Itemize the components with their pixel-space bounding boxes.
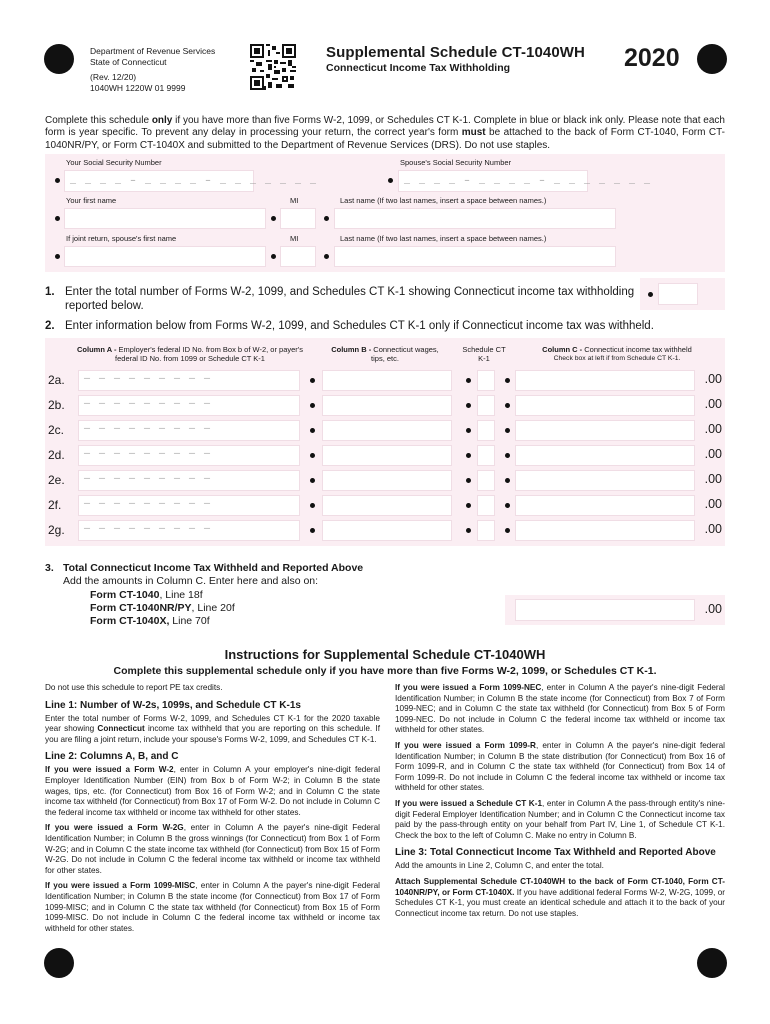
w2g-instr-bold: If you were issued a Form W-2G bbox=[45, 823, 184, 833]
line-3-form3-name: Form CT-1040X, bbox=[90, 615, 170, 627]
line-1 bbox=[45, 285, 635, 313]
w2-instr bbox=[45, 765, 380, 818]
attach-instr bbox=[395, 877, 725, 919]
column-b-input[interactable] bbox=[322, 470, 452, 491]
first-name-input[interactable] bbox=[64, 208, 266, 229]
line-3-title: Total Connecticut Income Tax Withheld and Reported Above bbox=[63, 562, 364, 574]
intro-must: must bbox=[461, 127, 486, 139]
line-3-form2-line: , Line 20f bbox=[191, 602, 235, 614]
column-a-text: Employer's federal ID No. from Box b of W-2, or payer's federal ID No. from 1099 or Schedule CT K-1 bbox=[115, 345, 303, 363]
instructions-subtitle: Complete this supplemental schedule only if you have more than five Forms W-2, 1099, or Schedules CT K-1. bbox=[113, 665, 657, 677]
line-1-instr-pre: Enter the total number of Forms W-2, 1099, and Schedules CT K-1 for the 2020 taxable year showing bbox=[45, 713, 380, 734]
line-2-instr-head: Line 2: Columns A, B, and C bbox=[45, 751, 179, 763]
tax-year: 2020 bbox=[624, 44, 680, 72]
intro-text-2: if you have more than five Forms W-2, 1099, or Schedules CT K-1. Complete in blue or black ink only. Please note that each form is year specific. To prevent any delay in processing your return, the correct year's form bbox=[45, 115, 725, 139]
column-b-text: Connecticut wages, tips, etc. bbox=[371, 345, 439, 363]
k1-checkbox[interactable] bbox=[477, 445, 495, 466]
spouse-first-bullet bbox=[55, 254, 60, 259]
spouse-last-label: Last name (If two last names, insert a space between names.) bbox=[340, 234, 547, 243]
column-a-mask: — — — — — — — — — bbox=[84, 449, 212, 460]
spouse-ssn-bullet bbox=[388, 178, 393, 183]
revision: (Rev. 12/20) bbox=[90, 72, 137, 82]
line-3-form3-line: Line 70f bbox=[169, 615, 210, 627]
last-name-label: Last name (If two last names, insert a space between names.) bbox=[340, 196, 547, 205]
column-c-bullet bbox=[505, 428, 510, 433]
first-name-bullet bbox=[55, 216, 60, 221]
spouse-first-input[interactable] bbox=[64, 246, 266, 267]
row-label: 2e. bbox=[48, 473, 65, 487]
column-a-title: Column A - bbox=[77, 345, 117, 354]
column-a-mask: — — — — — — — — — bbox=[84, 399, 212, 410]
column-a-bullet bbox=[310, 453, 315, 458]
spouse-ssn-label: Spouse's Social Security Number bbox=[400, 158, 512, 167]
line-3-cents: .00 bbox=[704, 602, 722, 616]
column-b-title: Column B - bbox=[331, 345, 372, 354]
state-name: State of Connecticut bbox=[90, 57, 167, 67]
column-a-mask: — — — — — — — — — bbox=[84, 524, 212, 535]
column-c-bullet bbox=[505, 503, 510, 508]
line-3-form1 bbox=[90, 589, 495, 602]
line-3-form2-name: Form CT-1040NR/PY bbox=[90, 602, 192, 614]
line-1-num: 1. bbox=[45, 286, 55, 298]
r-instr-text: , enter in Column A the payer's nine-digit federal Identification Number; in Column B the state distribution (for Connecticut) from Box 16 of Form 1099-R, and in Column C the state tax withheld (for Connecticut) from Box 14 of Form 1099-R. Do not include in Column C the federal income tax withheld or income tax withheld for other states. bbox=[395, 740, 725, 793]
column-b-input[interactable] bbox=[322, 445, 452, 466]
column-b-input[interactable] bbox=[322, 370, 452, 391]
k1-bullet bbox=[466, 478, 471, 483]
line-3-instr: Add the amounts in Line 2, Column C, and enter the total. bbox=[395, 861, 604, 871]
k1-instr-text: , enter in Column A the pass-through entity's nine-digit Federal Employer Identification Number; and in Column C the Connecticut income tax paid by the pass-through entity on your behalf from Part IV, Line 1, of Schedule CT K-1. Check the box to the left of Column C. Make no entry in Column B. bbox=[395, 798, 725, 840]
column-c-title: Column C - bbox=[542, 345, 583, 354]
misc-instr bbox=[45, 881, 380, 934]
w2-instr-text: , enter in Column A your employer's nine-digit federal Employer Identification Number (EIN) from Box b of Form W-2; in Column B the state wages, tips, etc. (for Connecticut) from Box 16 of Form W-2; and in Column C the state income tax withheld (for Connecticut) from Box 17 of Form W-2. Do not include in Column C the federal income tax withheld or income tax withheld for other states. bbox=[45, 765, 381, 817]
registration-mark-top-right bbox=[697, 44, 727, 74]
column-a-bullet bbox=[310, 528, 315, 533]
w2g-instr bbox=[45, 823, 380, 876]
form-code: 1040WH 1220W 01 9999 bbox=[90, 83, 186, 93]
no-pe-note: Do not use this schedule to report PE tax credits. bbox=[45, 683, 223, 692]
nec-instr-bold: If you were issued a Form 1099-NEC bbox=[395, 683, 542, 692]
first-name-label: Your first name bbox=[66, 196, 117, 205]
mi-input[interactable] bbox=[280, 208, 316, 229]
column-c-text: Connecticut income tax withheld bbox=[582, 345, 692, 354]
line-1-instr bbox=[45, 714, 380, 746]
intro-text-1: Complete this schedule bbox=[45, 115, 152, 126]
row-label: 2g. bbox=[48, 523, 65, 537]
dept-name: Department of Revenue Services bbox=[90, 46, 216, 56]
instructions-col-left bbox=[45, 683, 380, 939]
line-1-count-input[interactable] bbox=[658, 283, 698, 305]
registration-mark-top-left bbox=[44, 44, 74, 74]
column-c-bullet bbox=[505, 528, 510, 533]
line-2-text: Enter information below from Forms W-2, 1099, and Schedules CT K-1 only if Connecticut income tax was withheld. bbox=[65, 320, 654, 332]
row-label: 2c. bbox=[48, 423, 65, 437]
column-c-input[interactable] bbox=[515, 495, 695, 516]
line-3-form2 bbox=[90, 602, 495, 615]
instructions-title: Instructions for Supplemental Schedule CT-1040WH bbox=[224, 647, 546, 662]
nec-instr bbox=[395, 683, 725, 736]
k1-bullet bbox=[466, 403, 471, 408]
spouse-mi-input[interactable] bbox=[280, 246, 316, 267]
column-c-bullet bbox=[505, 478, 510, 483]
intro-paragraph bbox=[45, 115, 725, 152]
line-2 bbox=[45, 319, 735, 333]
line-3-form1-name: Form CT-1040 bbox=[90, 589, 160, 601]
spouse-last-bullet bbox=[324, 254, 329, 259]
row-cents: .00 bbox=[704, 372, 722, 386]
mi-label: MI bbox=[290, 196, 299, 205]
k1-bullet bbox=[466, 503, 471, 508]
attach-instr-text: If you have additional federal Forms W-2, W-2G, 1099, or Schedules CT K-1, you must create an identical schedule and attach it to the back of your Connecticut income tax return. Do not use staples. bbox=[395, 887, 725, 918]
form-subtitle: Connecticut Income Tax Withholding bbox=[326, 62, 511, 74]
column-a-header bbox=[70, 345, 310, 363]
k1-bullet bbox=[466, 378, 471, 383]
line-3-form3 bbox=[90, 615, 495, 628]
column-a-mask: — — — — — — — — — bbox=[84, 474, 212, 485]
column-c-bullet bbox=[505, 453, 510, 458]
column-a-bullet bbox=[310, 378, 315, 383]
column-a-mask: — — — — — — — — — bbox=[84, 374, 212, 385]
column-a-bullet bbox=[310, 403, 315, 408]
column-k1-header: Schedule CT K-1 bbox=[462, 345, 506, 363]
k1-instr bbox=[395, 799, 725, 841]
mi2-label: MI bbox=[290, 234, 299, 243]
row-label: 2f. bbox=[48, 498, 62, 512]
k1-checkbox[interactable] bbox=[477, 495, 495, 516]
intro-only: only bbox=[151, 115, 173, 126]
row-cents: .00 bbox=[704, 422, 722, 436]
ssn-mask: _ _ _ _ – _ _ _ _ – _ _ _ _ _ _ _ bbox=[70, 176, 318, 187]
k1-bullet bbox=[466, 428, 471, 433]
row-label: 2d. bbox=[48, 448, 65, 462]
line-1-instr-head: Line 1: Number of W-2s, 1099s, and Schedule CT K-1s bbox=[45, 699, 301, 711]
line-3-total-input[interactable] bbox=[515, 599, 695, 621]
row-cents: .00 bbox=[704, 497, 722, 511]
mi-bullet bbox=[271, 216, 276, 221]
column-a-bullet bbox=[310, 478, 315, 483]
line-3 bbox=[45, 561, 495, 628]
column-b-input[interactable] bbox=[322, 520, 452, 541]
line-1-text: Enter the total number of Forms W-2, 1099, and Schedules CT K-1 showing Connecticut income tax withholding reported below. bbox=[65, 286, 635, 312]
line-2-num: 2. bbox=[45, 320, 55, 332]
misc-instr-text: , enter in Column A the payer's nine-digit Federal Identification Number; in Column B the state income (for Connecticut) from Box 17 of Form 1099-MISC; and in Column C the state tax withheld (for Connecticut) from Box 15 of Form 1099-MISC. Do not include in Column C the federal income tax withheld or income tax withheld for other states. bbox=[45, 881, 380, 933]
line-3-form1-line: , Line 18f bbox=[159, 589, 203, 601]
column-c-subtext: Check box at left if from Schedule CT K-1. bbox=[553, 355, 681, 362]
column-b-input[interactable] bbox=[322, 420, 452, 441]
line-3-num: 3. bbox=[45, 562, 54, 574]
row-cents: .00 bbox=[704, 447, 722, 461]
line-1-instr-post: income tax withheld that you are reporting on this schedule. If you are filing a joint return, include your spouse's Forms W-2, 1099, and Schedules CT K-1. bbox=[45, 724, 380, 744]
r-instr-bold: If you were issued a Form 1099-R bbox=[395, 740, 536, 750]
spouse-ssn-mask: _ _ _ _ – _ _ _ _ – _ _ _ _ _ _ _ bbox=[404, 176, 652, 187]
line-3-instr-head: Line 3: Total Connecticut Income Tax Withheld and Reported Above bbox=[395, 847, 716, 859]
registration-mark-bottom-left bbox=[44, 948, 74, 978]
line-1-bullet bbox=[648, 292, 653, 297]
line-3-title-row bbox=[45, 561, 495, 575]
column-a-bullet bbox=[310, 503, 315, 508]
misc-instr-bold: If you were issued a Form 1099-MISC bbox=[45, 881, 196, 891]
row-cents: .00 bbox=[704, 397, 722, 411]
header-titles bbox=[326, 44, 585, 74]
row-cents: .00 bbox=[704, 522, 722, 536]
spouse-last-input[interactable] bbox=[334, 246, 616, 267]
row-cents: .00 bbox=[704, 472, 722, 486]
k1-checkbox[interactable] bbox=[477, 470, 495, 491]
column-c-header bbox=[512, 345, 722, 363]
line-1-instr-bold: Connecticut bbox=[97, 724, 145, 734]
w2-instr-bold: If you were issued a Form W-2 bbox=[45, 765, 174, 775]
w2g-instr-text: , enter in Column A the payer's nine-digit Federal Identification Number; in Column B the gross winnings (for Connecticut) from Box 1 of Form W-2G; and in Column C the state income tax withheld (for Connecticut) from Box 15 of Form W-2G. Do not include in Column C the federal income tax withheld or income tax withheld for other states. bbox=[45, 823, 380, 875]
column-c-input[interactable] bbox=[515, 520, 695, 541]
r-instr bbox=[395, 741, 725, 794]
column-c-bullet bbox=[505, 378, 510, 383]
k1-bullet bbox=[466, 453, 471, 458]
k1-checkbox[interactable] bbox=[477, 520, 495, 541]
instructions-col-right bbox=[395, 683, 725, 924]
qr-code-icon bbox=[250, 44, 296, 90]
column-a-bullet bbox=[310, 428, 315, 433]
spouse-first-label: If joint return, spouse's first name bbox=[66, 234, 177, 243]
k1-checkbox[interactable] bbox=[477, 395, 495, 416]
line-3-add: Add the amounts in Column C. Enter here and also on: bbox=[63, 575, 319, 587]
header-agency bbox=[90, 46, 215, 94]
mi2-bullet bbox=[271, 254, 276, 259]
column-b-input[interactable] bbox=[322, 495, 452, 516]
column-b-input[interactable] bbox=[322, 395, 452, 416]
nec-instr-text: , enter in Column A the payer's nine-digit Federal Identification Number; in Column B the state income (for Connecticut) from Box 7 of Form 1099-NEC; and in Column C the state tax withheld (for Connecticut) from Box 5 of Form 1099-NEC. Do not include in Column C the federal income tax withheld or income tax withheld for other states. bbox=[395, 683, 725, 735]
column-b-header bbox=[330, 345, 440, 363]
column-c-input[interactable] bbox=[515, 420, 695, 441]
k1-bullet bbox=[466, 528, 471, 533]
column-a-mask: — — — — — — — — — bbox=[84, 499, 212, 510]
row-label: 2a. bbox=[48, 373, 65, 387]
column-c-input[interactable] bbox=[515, 370, 695, 391]
k1-checkbox[interactable] bbox=[477, 370, 495, 391]
column-c-input[interactable] bbox=[515, 395, 695, 416]
last-name-input[interactable] bbox=[334, 208, 616, 229]
registration-mark-bottom-right bbox=[697, 948, 727, 978]
row-label: 2b. bbox=[48, 398, 65, 412]
intro-text-3: be attached to the back of Form CT-1040, Form CT-1040NR/PY, or Form CT-1040X and submitted to the Department of Revenue Services (DRS). Do not use staples. bbox=[45, 127, 725, 151]
column-a-mask: — — — — — — — — — bbox=[84, 424, 212, 435]
last-name-bullet bbox=[324, 216, 329, 221]
k1-checkbox[interactable] bbox=[477, 420, 495, 441]
k1-instr-bold: If you were issued a Schedule CT K-1 bbox=[395, 798, 542, 808]
ssn-label: Your Social Security Number bbox=[66, 158, 162, 167]
column-c-input[interactable] bbox=[515, 470, 695, 491]
column-c-bullet bbox=[505, 403, 510, 408]
ssn-bullet bbox=[55, 178, 60, 183]
attach-instr-bold: Attach Supplemental Schedule CT-1040WH to the back of Form CT-1040, Form CT-1040NR/PY, or Form CT-1040X. bbox=[395, 876, 725, 897]
column-c-input[interactable] bbox=[515, 445, 695, 466]
form-title: Supplemental Schedule CT-1040WH bbox=[326, 44, 585, 61]
